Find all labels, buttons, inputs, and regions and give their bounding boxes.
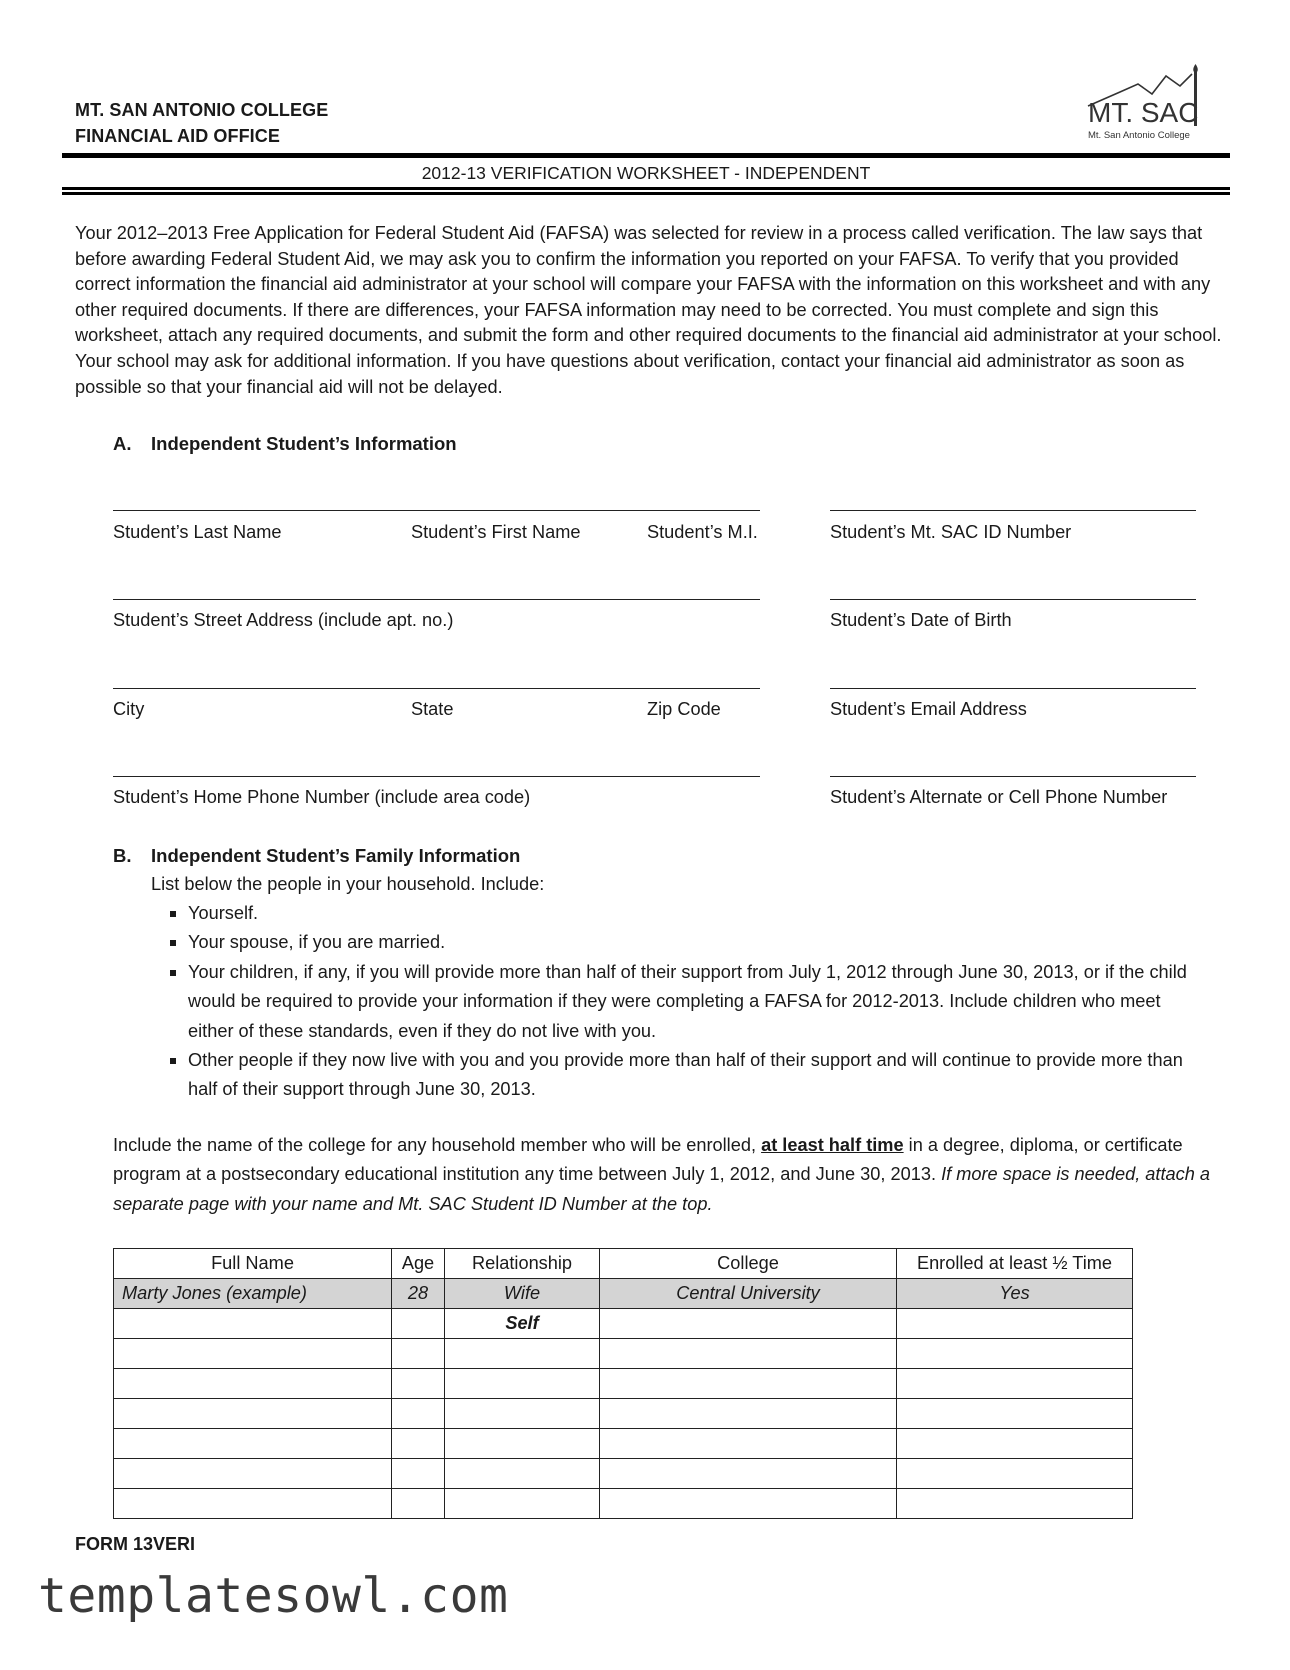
enrollment-instructions: Include the name of the college for any household member who will be enrolled, at least half time in a degree, diploma, or certificate program at a postsecondary educational institution any time between July 1, 2012, and June 30, 2013. If more space is needed, attach a separate page with your name and Mt. SAC Student ID Number at the top. <box>113 1135 1211 1214</box>
header-rule-bottom-1 <box>62 187 1230 190</box>
example-age: 28 <box>392 1279 445 1309</box>
zip-label: Zip Code <box>647 699 721 719</box>
section-b-title: Independent Student’s Family Information <box>151 845 521 866</box>
section-a-heading <box>113 433 457 455</box>
logo-wordmark: MT. SAC <box>1088 97 1199 128</box>
header-rule-bottom-2 <box>62 192 1230 195</box>
section-b-heading <box>113 845 520 867</box>
street-address-line[interactable] <box>113 599 760 600</box>
city-state-zip-line[interactable] <box>113 688 760 689</box>
age-cell[interactable] <box>392 1309 445 1339</box>
extra-space-note: If more space is needed, attach a separate page with your name and Mt. SAC Student ID Number at the top. <box>113 1164 1211 1214</box>
enrolled-cell[interactable] <box>897 1399 1133 1429</box>
emphasis-half-time: at least half time <box>761 1135 904 1155</box>
mi-label: Student’s M.I. <box>647 522 758 542</box>
example-college: Central University <box>600 1279 897 1309</box>
form-title: 2012-13 VERIFICATION WORKSHEET - INDEPENDENT <box>421 163 871 183</box>
org-name: MT. SAN ANTONIO COLLEGE <box>75 100 329 120</box>
col-header-enrolled: Enrolled at least ½ Time <box>897 1249 1133 1279</box>
dob-line[interactable] <box>830 599 1196 600</box>
last-name-label: Student’s Last Name <box>113 522 282 542</box>
section-a-letter: A. <box>113 433 132 454</box>
bullet-square-icon <box>170 911 176 917</box>
relationship-cell[interactable] <box>445 1369 600 1399</box>
full-name-cell[interactable] <box>114 1429 392 1459</box>
watermark: templatesowl.com <box>38 1568 509 1624</box>
table-row <box>114 1309 1133 1339</box>
alt-phone-label: Student’s Alternate or Cell Phone Number <box>830 787 1168 807</box>
full-name-cell[interactable] <box>114 1339 392 1369</box>
example-full-name: Marty Jones (example) <box>114 1279 392 1309</box>
college-cell[interactable] <box>600 1459 897 1489</box>
col-header-full-name: Full Name <box>114 1249 392 1279</box>
college-cell[interactable] <box>600 1309 897 1339</box>
logo-subtext: Mt. San Antonio College <box>1088 130 1190 141</box>
enrolled-cell[interactable] <box>897 1339 1133 1369</box>
state-label: State <box>411 699 454 719</box>
first-name-label: Student’s First Name <box>411 522 581 542</box>
relationship-cell[interactable] <box>445 1459 600 1489</box>
home-phone-line[interactable] <box>113 776 760 777</box>
enrolled-cell[interactable] <box>897 1459 1133 1489</box>
bullet-square-icon <box>170 940 176 946</box>
header-rule-top <box>62 153 1230 158</box>
list-item: Your children, if any, if you will provide more than half of their support from July 1, 2012 through June 30, 2013, or if the child would be required to provide your information if they were completing a FAFSA for 2012-2013. Include children who meet either of these standards, even if they do not live with you. <box>170 958 1200 1046</box>
col-header-age: Age <box>392 1249 445 1279</box>
section-b-lead: List below the people in your household. Include: <box>151 874 545 894</box>
email-line[interactable] <box>830 688 1196 689</box>
bullet-square-icon <box>170 970 176 976</box>
college-cell[interactable] <box>600 1369 897 1399</box>
intro-paragraph: Your 2012–2013 Free Application for Federal Student Aid (FAFSA) was selected for review in a process called verification. The law says that before awarding Federal Student Aid, we may ask you to confirm the information you reported on your FAFSA. To verify that you provided correct information the financial aid administrator at your school will compare your FAFSA with the information on this worksheet and with any other required documents. If there are differences, your FAFSA information may need to be corrected. You must complete and sign this worksheet, attach any required documents, and submit the form and other required documents to the financial aid administrator at your school. Your school may ask for additional information. If you have questions about verification, contact your financial aid administrator as soon as possible so that your financial aid will not be delayed. <box>75 223 1222 397</box>
table-header-row <box>114 1249 1133 1279</box>
full-name-cell[interactable] <box>114 1489 392 1519</box>
enrolled-cell[interactable] <box>897 1429 1133 1459</box>
full-name-cell[interactable] <box>114 1309 392 1339</box>
age-cell[interactable] <box>392 1369 445 1399</box>
relationship-cell[interactable] <box>445 1339 600 1369</box>
email-label: Student’s Email Address <box>830 699 1027 719</box>
col-header-college: College <box>600 1249 897 1279</box>
table-row <box>114 1339 1133 1369</box>
table-row <box>114 1489 1133 1519</box>
relationship-cell[interactable] <box>445 1489 600 1519</box>
enrolled-cell[interactable] <box>897 1309 1133 1339</box>
college-cell[interactable] <box>600 1399 897 1429</box>
table-row <box>114 1399 1133 1429</box>
example-enrolled: Yes <box>897 1279 1133 1309</box>
full-name-cell[interactable] <box>114 1459 392 1489</box>
enrolled-cell[interactable] <box>897 1369 1133 1399</box>
college-cell[interactable] <box>600 1489 897 1519</box>
home-phone-label: Student’s Home Phone Number (include area code) <box>113 787 531 807</box>
section-b-letter: B. <box>113 845 132 866</box>
college-cell[interactable] <box>600 1429 897 1459</box>
form-id: FORM 13VERI <box>75 1534 196 1554</box>
table-row <box>114 1429 1133 1459</box>
age-cell[interactable] <box>392 1489 445 1519</box>
enrolled-cell[interactable] <box>897 1489 1133 1519</box>
mt-sac-logo <box>1080 62 1230 148</box>
id-number-label: Student’s Mt. SAC ID Number <box>830 522 1072 542</box>
dob-label: Student’s Date of Birth <box>830 610 1012 630</box>
office-name: FINANCIAL AID OFFICE <box>75 126 280 146</box>
city-label: City <box>113 699 145 719</box>
relationship-cell[interactable] <box>445 1429 600 1459</box>
section-a-title: Independent Student’s Information <box>151 433 457 454</box>
age-cell[interactable] <box>392 1429 445 1459</box>
list-item: Your spouse, if you are married. <box>170 928 1200 957</box>
age-cell[interactable] <box>392 1339 445 1369</box>
example-row <box>114 1279 1133 1309</box>
age-cell[interactable] <box>392 1399 445 1429</box>
table-row <box>114 1369 1133 1399</box>
id-number-line[interactable] <box>830 510 1196 511</box>
col-header-relationship: Relationship <box>445 1249 600 1279</box>
example-relationship: Wife <box>445 1279 600 1309</box>
mountain-torch-icon <box>1080 62 1230 148</box>
full-name-cell[interactable] <box>114 1399 392 1429</box>
college-cell[interactable] <box>600 1339 897 1369</box>
name-line[interactable] <box>113 510 760 511</box>
age-cell[interactable] <box>392 1459 445 1489</box>
table-row <box>114 1459 1133 1489</box>
list-item: Yourself. <box>170 899 1200 928</box>
household-criteria-list <box>170 899 1200 1105</box>
bullet-square-icon <box>170 1058 176 1064</box>
relationship-cell[interactable] <box>445 1399 600 1429</box>
list-item: Other people if they now live with you and you provide more than half of their support and will continue to provide more than half of their support through June 30, 2013. <box>170 1046 1200 1105</box>
full-name-cell[interactable] <box>114 1369 392 1399</box>
self-relationship-cell: Self <box>445 1309 600 1339</box>
household-table <box>113 1248 1133 1519</box>
alt-phone-line[interactable] <box>830 776 1196 777</box>
street-address-label: Student’s Street Address (include apt. no.) <box>113 610 454 630</box>
